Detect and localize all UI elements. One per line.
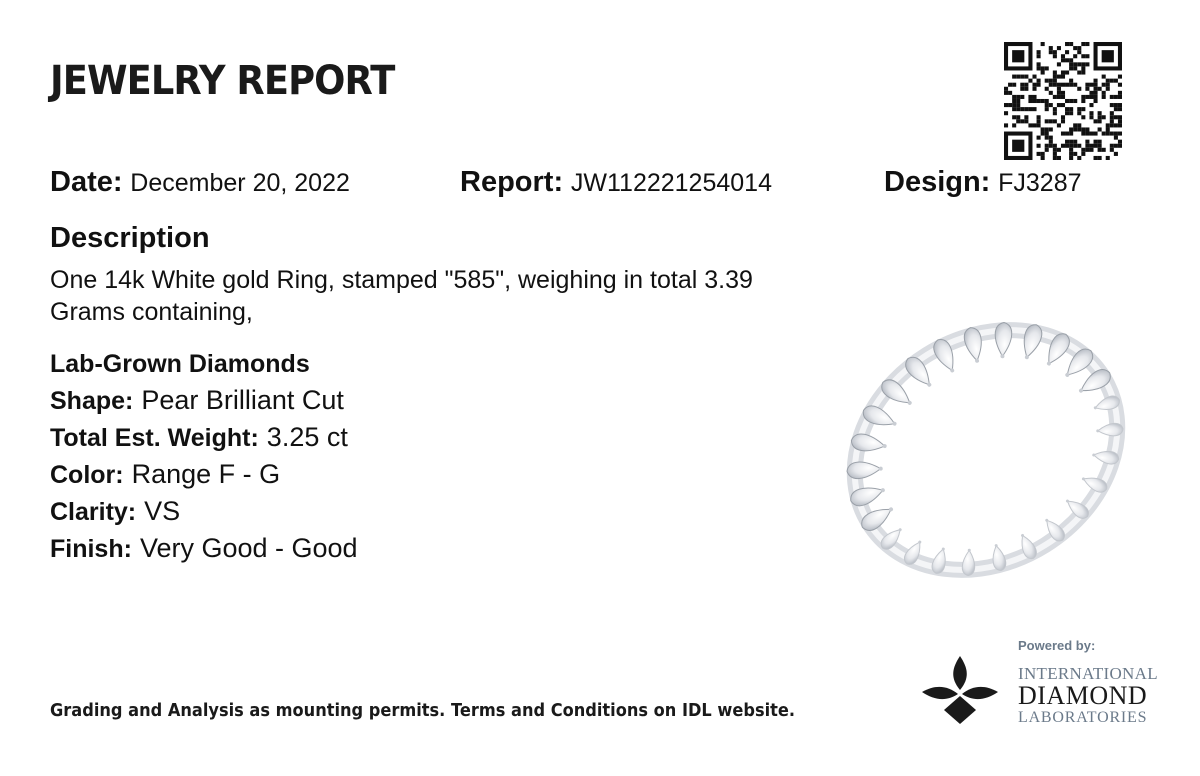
spec-row-color — [50, 456, 358, 493]
report-number-value: JW112221254014 — [570, 169, 772, 197]
spec-label: Clarity: — [50, 498, 137, 526]
spec-label: Shape: — [50, 387, 134, 415]
spec-row-shape — [50, 382, 358, 419]
description-heading: Description — [50, 222, 210, 254]
report-label: Report: — [460, 166, 564, 198]
design-label: Design: — [884, 166, 991, 198]
diamond-specs — [50, 346, 358, 567]
date-value: December 20, 2022 — [130, 169, 350, 197]
idl-logo-icon — [920, 656, 1000, 724]
idl-line-international: INTERNATIONAL — [1018, 664, 1158, 683]
idl-wordmark — [1018, 664, 1158, 727]
date-field — [50, 166, 350, 199]
spec-label: Finish: — [50, 535, 132, 563]
spec-value: VS — [144, 496, 181, 526]
spec-row-clarity — [50, 493, 358, 530]
powered-by-label: Powered by: — [1018, 638, 1096, 653]
spec-value: 3.25 ct — [266, 422, 348, 452]
description-text: One 14k White gold Ring, stamped "585", weighing in total 3.39 Grams containing, — [50, 266, 753, 326]
terms-footer: Grading and Analysis as mounting permits. Terms and Conditions on IDL website. — [50, 700, 796, 721]
spec-row-weight — [50, 419, 358, 456]
idl-line-laboratories: LABORATORIES — [1018, 709, 1148, 726]
design-value: FJ3287 — [998, 169, 1082, 197]
design-field — [884, 166, 1082, 199]
qr-code-icon — [1004, 42, 1122, 160]
spec-label: Total Est. Weight: — [50, 424, 259, 452]
spec-value: Very Good - Good — [139, 533, 358, 563]
report-number-field — [460, 166, 772, 199]
diamonds-heading: Lab-Grown Diamonds — [50, 350, 310, 378]
spec-row-finish — [50, 530, 358, 567]
spec-label: Color: — [50, 461, 124, 489]
report-title: JEWELRY REPORT — [50, 58, 395, 104]
date-label: Date: — [50, 166, 123, 198]
ring-photo — [826, 298, 1148, 588]
spec-value: Range F - G — [131, 459, 281, 489]
spec-value: Pear Brilliant Cut — [141, 385, 344, 415]
idl-line-diamond: DIAMOND — [1018, 681, 1148, 710]
